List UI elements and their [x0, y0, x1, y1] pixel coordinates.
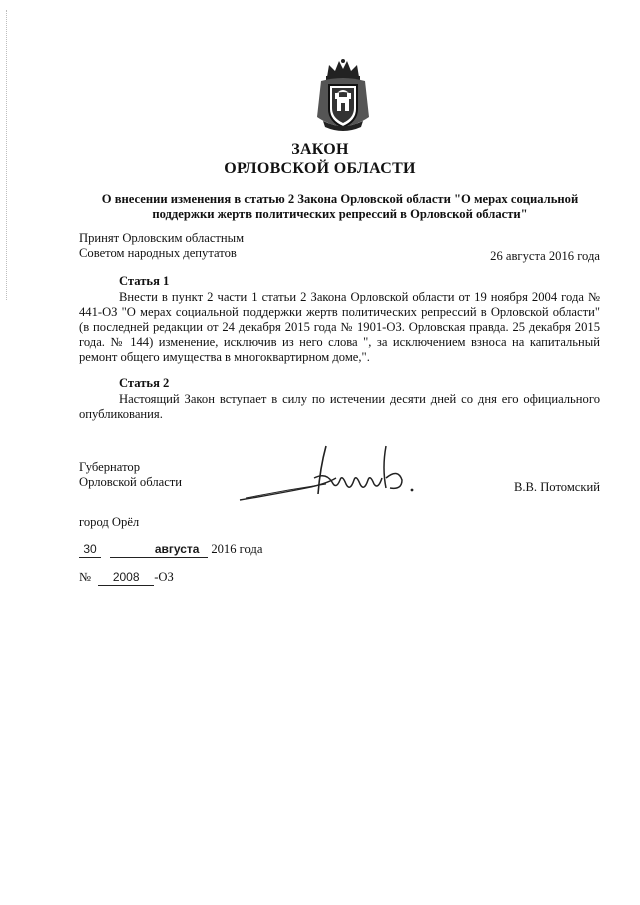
subtitle-line2: поддержки жертв политических репрессий в Орловской области": [152, 207, 528, 221]
article2-heading: Статья 2: [119, 376, 170, 390]
adoption-date: 26 августа 2016 года: [490, 249, 600, 263]
date-day: 30: [79, 542, 101, 558]
document-title-line1: ЗАКОН: [291, 141, 349, 158]
date-year: 2016 года: [211, 542, 263, 556]
signing-date: [79, 542, 479, 558]
signatory-line2: Орловской области: [79, 475, 183, 489]
adoption-body: [79, 231, 339, 261]
article1-text: Внести в пункт 2 части 1 статьи 2 Закона Орловской области от 19 ноября 2004 года № 441-ОЗ "О мерах социальной поддержки жертв политических репрессий в Орловской области" (в последней редакции от 24 декабря 2015 года № 1901-ОЗ. Орловская правда. 25 декабря 2015 года. № 144) изменение, исключив из него слова ", за исключением взноса на капитальный ремонт общего имущества в многоквартирном доме,".: [79, 290, 600, 364]
law-number: [79, 570, 379, 586]
coat-of-arms-icon: [313, 57, 373, 135]
number-prefix: №: [79, 570, 92, 584]
adoption-line1: Принят Орловским областным: [79, 231, 245, 245]
date-month: августа: [146, 542, 208, 558]
subtitle-line1: О внесении изменения в статью 2 Закона Орловской области "О мерах социальной: [101, 192, 579, 206]
city-name: город Орёл: [79, 515, 140, 529]
number-value: 2008: [98, 570, 154, 586]
document-subtitle: [90, 192, 590, 222]
number-suffix: -ОЗ: [154, 570, 174, 584]
signatory-name: В.В. Потомский: [513, 480, 600, 494]
article2-text: Настоящий Закон вступает в силу по истечении десяти дней со дня его официального опубликования.: [79, 392, 600, 421]
adoption-line2: Советом народных депутатов: [79, 246, 237, 260]
article1-heading: Статья 1: [119, 274, 170, 288]
signatory-line1: Губернатор: [79, 460, 140, 474]
document-title-line2: ОРЛОВСКОЙ ОБЛАСТИ: [224, 160, 416, 177]
handwritten-signature-icon: [236, 438, 436, 508]
date-underline: [110, 542, 146, 558]
